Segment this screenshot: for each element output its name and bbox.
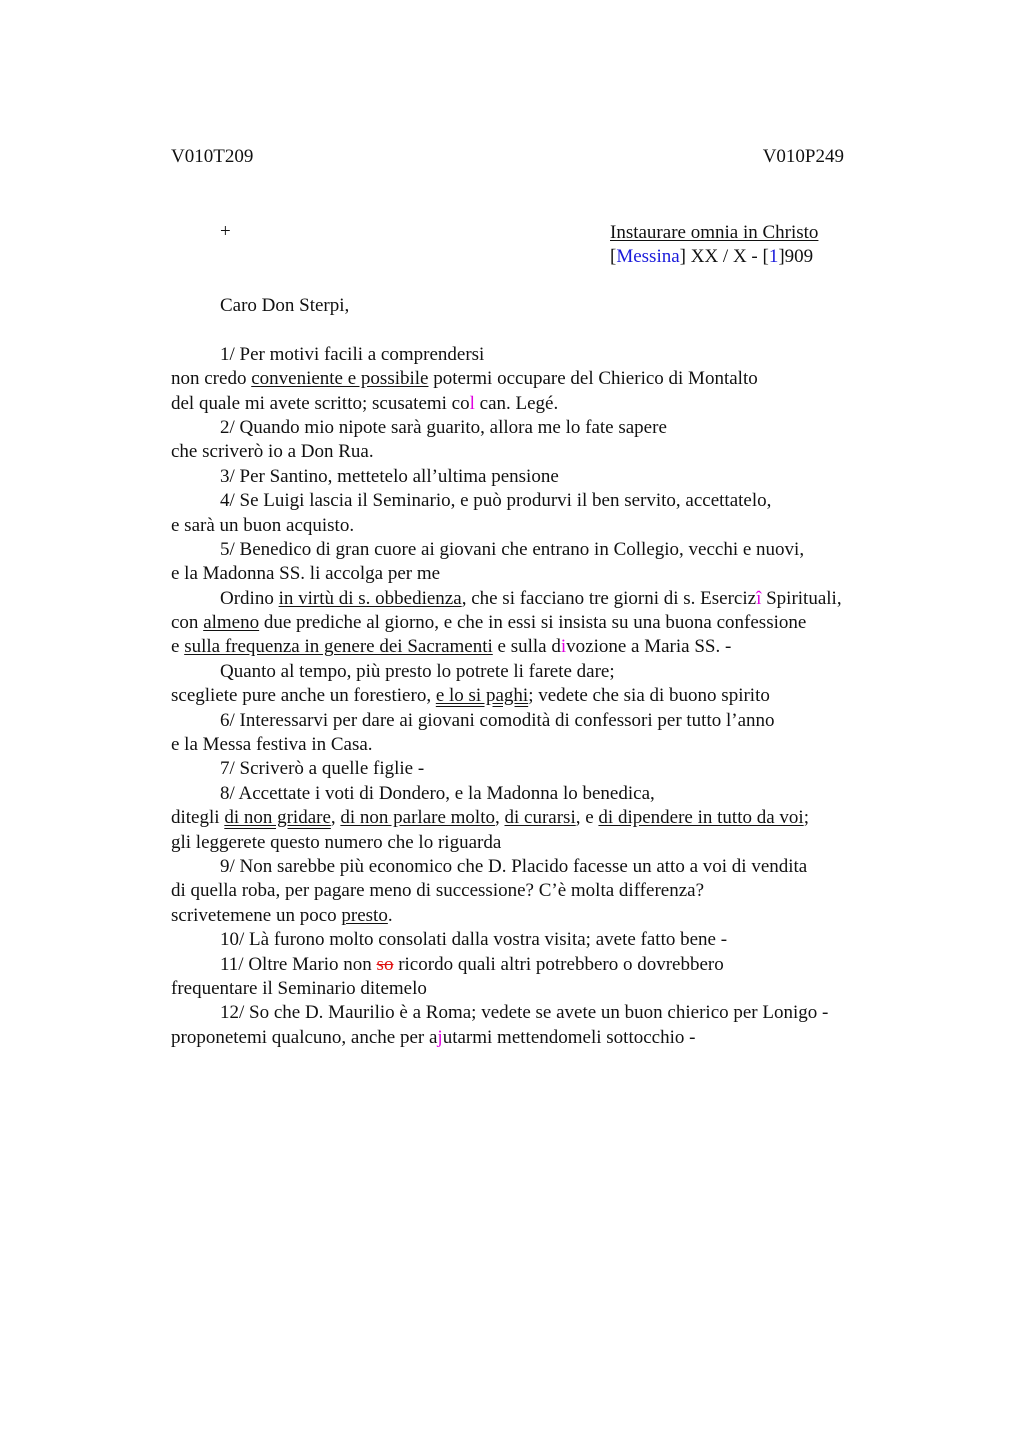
text-line	[171, 367, 931, 391]
correction-mark: j	[437, 1026, 443, 1048]
deleted-text: so	[376, 953, 394, 975]
text-span: potermi occupare del Chierico di Montalto	[428, 368, 758, 390]
text-span: can. Legé.	[474, 392, 559, 414]
text-line: frequentare il Seminario ditemelo	[171, 977, 427, 999]
text-span: ; vedete che sia di buono spirito	[528, 685, 770, 707]
underlined-text: presto	[341, 904, 388, 926]
text-line: gli leggerete questo numero che lo riguarda	[171, 831, 502, 853]
text-span: ;	[803, 807, 809, 829]
text-span: scegliete pure anche un forestiero,	[171, 685, 436, 707]
text-line	[171, 953, 931, 977]
text-span: , che si facciano tre giorni di s. Eserciz	[461, 587, 757, 609]
document-code-right: V010P249	[762, 146, 844, 167]
text-span: vozione a Maria SS. -	[566, 636, 732, 658]
text-span: con	[171, 612, 204, 634]
double-underlined-text: e lo si paghi	[435, 685, 529, 707]
underlined-text: di curarsi	[504, 807, 576, 829]
text-line: Quanto al tempo, più presto lo potrete li farete dare;	[220, 660, 615, 682]
text-line: e la Madonna SS. li accolga per me	[171, 563, 441, 585]
underlined-text: di dipendere in tutto da voi	[598, 807, 804, 829]
text-span: scrivetemene un poco	[171, 904, 342, 926]
text-line	[171, 611, 931, 635]
text-span: ,	[330, 807, 341, 829]
text-span: del quale mi avete scritto; scusatemi co	[171, 392, 470, 414]
text-span: proponetemi qualcuno, anche per a	[171, 1026, 438, 1048]
bracket: [	[610, 246, 617, 268]
text-line: e la Messa festiva in Casa.	[171, 734, 373, 756]
text-line	[171, 1026, 931, 1050]
underlined-text: in virtù di s. obbedienza	[278, 587, 462, 609]
text-line: 12/ So che D. Maurilio è a Roma; vedete se avete un buon chierico per Lonigo -	[220, 1002, 829, 1024]
text-line	[171, 904, 931, 928]
text-line	[171, 684, 931, 708]
text-line: 4/ Se Luigi lascia il Seminario, e può produrvi il ben servito, accettatelo,	[220, 490, 772, 512]
text-span: ricordo quali altri potrebbero o dovrebbero	[393, 953, 724, 975]
text-line: che scriverò io a Don Rua.	[171, 441, 374, 463]
document-code-left: V010T209	[171, 146, 254, 167]
double-underlined-text: di non gridare	[224, 807, 331, 829]
text-line: 8/ Accettate i voti di Dondero, e la Madonna lo benedica,	[220, 782, 655, 804]
salutation: Caro Don Sterpi,	[220, 295, 350, 316]
text-span: e	[171, 636, 185, 658]
text-line: 5/ Benedico di gran cuore ai giovani che entrano in Collegio, vecchi e nuovi,	[220, 538, 805, 560]
text-span: Spirituali,	[761, 587, 842, 609]
correction-mark: î	[756, 587, 762, 609]
text-span: , e	[575, 807, 599, 829]
text-line	[171, 587, 931, 611]
text-line: 3/ Per Santino, mettetelo all’ultima pensione	[220, 465, 559, 487]
text-line	[171, 806, 931, 830]
text-span: Ordino	[220, 587, 279, 609]
place-name: Messina	[616, 246, 680, 268]
text-line: 7/ Scriverò a quelle figlie -	[220, 758, 425, 780]
correction-mark: i	[560, 636, 567, 658]
text-line: 9/ Non sarebbe più economico che D. Placido facesse un atto a voi di vendita	[220, 855, 808, 877]
text-span: non credo	[171, 368, 252, 390]
date-line	[610, 245, 818, 269]
cross-symbol: +	[220, 221, 231, 242]
underlined-text: sulla frequenza in genere dei Sacramenti	[184, 636, 493, 658]
text-line: 1/ Per motivi facili a comprendersi	[220, 343, 485, 365]
underlined-text: almeno	[203, 612, 260, 634]
editorial-digit: 1	[768, 246, 779, 268]
motto	[610, 221, 818, 245]
text-span: .	[387, 904, 393, 926]
underlined-text: di non parlare molto	[340, 807, 495, 829]
text-line: 10/ Là furono molto consolati dalla vostra visita; avete fatto bene -	[220, 929, 728, 951]
text-line: di quella roba, per pagare meno di successione? C’è molta differenza?	[171, 880, 705, 902]
date-text: ] XX / X - [	[679, 246, 769, 268]
text-span: e sulla d	[492, 636, 561, 658]
text-line	[171, 635, 931, 659]
text-line: 2/ Quando mio nipote sarà guarito, allora me lo fate sapere	[220, 416, 667, 438]
heading-block	[610, 221, 818, 270]
underlined-text: conveniente e possibile	[251, 368, 429, 390]
text-span: ,	[495, 807, 505, 829]
correction-mark: l	[469, 392, 475, 414]
text-span: 11/ Oltre Mario non	[220, 953, 377, 975]
motto-text: Instaurare omnia in Christo	[610, 222, 819, 243]
text-line: 6/ Interessarvi per dare ai giovani comodità di confessori per tutto l’anno	[220, 709, 775, 731]
letter-body	[171, 294, 931, 1050]
text-span: ditegli	[171, 807, 225, 829]
date-year: ]909	[778, 246, 814, 268]
text-span: due prediche al giorno, e che in essi si insista su una buona confessione	[259, 612, 807, 634]
text-span: utarmi mettendomeli sottocchio -	[442, 1026, 696, 1048]
text-line: e sarà un buon acquisto.	[171, 514, 355, 536]
text-line	[171, 392, 931, 416]
